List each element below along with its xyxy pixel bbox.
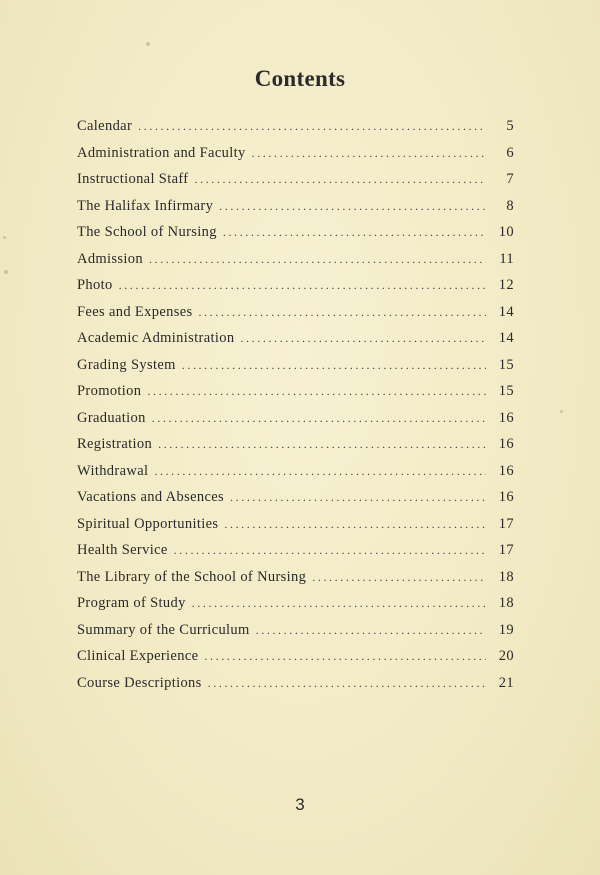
toc-entry-page: 8 bbox=[506, 197, 514, 214]
toc-entry-label: Vacations and Absences bbox=[77, 489, 225, 505]
toc-entry-label: The Halifax Infirmary bbox=[77, 197, 214, 214]
toc-entry bbox=[77, 595, 514, 622]
toc-entry-label: The Library of the School of Nursing bbox=[77, 568, 307, 585]
toc-entry-label: Withdrawal bbox=[77, 462, 149, 479]
toc-entry-label: Admission bbox=[77, 250, 143, 267]
dot-leader bbox=[158, 437, 486, 452]
toc-entry-page: 14 bbox=[498, 330, 514, 346]
toc-entry-page: 5 bbox=[506, 118, 514, 134]
toc-entry-page: 16 bbox=[498, 462, 514, 479]
toc-entry-page: 15 bbox=[498, 383, 514, 399]
toc-entry-page: 16 bbox=[498, 436, 514, 452]
toc-entry-page: 14 bbox=[498, 303, 514, 320]
toc-entry-page: 7 bbox=[506, 171, 514, 187]
toc-entry-page: 11 bbox=[499, 250, 514, 267]
dot-leader bbox=[252, 146, 486, 161]
toc-entry-page: 17 bbox=[498, 515, 514, 532]
toc-entry-page: 10 bbox=[498, 224, 514, 240]
dot-leader bbox=[138, 119, 486, 134]
dot-leader bbox=[204, 649, 486, 664]
page-title: Contents bbox=[254, 66, 346, 91]
toc-entry bbox=[77, 277, 514, 304]
toc-entry bbox=[77, 357, 514, 384]
toc-entry bbox=[77, 171, 514, 198]
toc-entry bbox=[77, 145, 514, 172]
toc-entry-label: Calendar bbox=[77, 118, 133, 134]
toc-entry bbox=[77, 622, 514, 649]
dot-leader bbox=[223, 225, 486, 240]
toc-entry-label: Graduation bbox=[77, 409, 146, 426]
paper-speck bbox=[146, 42, 150, 46]
toc-entry-label: Academic Administration bbox=[77, 330, 235, 346]
toc-entry-page: 15 bbox=[498, 356, 514, 373]
toc-entry bbox=[77, 542, 514, 569]
toc-entry-page: 21 bbox=[498, 674, 514, 691]
dot-leader bbox=[195, 172, 487, 187]
toc-entry-label: Fees and Expenses bbox=[77, 303, 193, 320]
paper-speck bbox=[560, 410, 563, 413]
toc-entry bbox=[77, 251, 514, 278]
toc-entry bbox=[77, 489, 514, 516]
toc-entry bbox=[77, 330, 514, 357]
toc-entry-label: Clinical Experience bbox=[77, 648, 199, 664]
toc-entry-label: Instructional Staff bbox=[77, 171, 189, 187]
toc-entry-label: Summary of the Curriculum bbox=[77, 621, 250, 638]
paper-speck bbox=[4, 270, 8, 274]
dot-leader bbox=[149, 252, 486, 267]
toc-entry bbox=[77, 463, 514, 490]
toc-entry bbox=[77, 648, 514, 675]
toc-entry-page: 6 bbox=[506, 144, 514, 161]
toc-entry bbox=[77, 224, 514, 251]
dot-leader bbox=[256, 623, 486, 638]
dot-leader bbox=[198, 305, 486, 320]
table-of-contents bbox=[77, 118, 514, 701]
toc-entry-page: 17 bbox=[498, 542, 514, 558]
toc-entry bbox=[77, 198, 514, 225]
toc-entry-label: Administration and Faculty bbox=[77, 144, 246, 161]
dot-leader bbox=[219, 199, 486, 214]
dot-leader bbox=[147, 384, 486, 399]
toc-entry-page: 19 bbox=[498, 621, 514, 638]
toc-entry bbox=[77, 383, 514, 410]
paper-speck bbox=[3, 236, 6, 239]
toc-entry-page: 16 bbox=[498, 409, 514, 426]
dot-leader bbox=[154, 464, 486, 479]
toc-entry-label: Promotion bbox=[77, 383, 142, 399]
toc-entry-page: 12 bbox=[498, 277, 514, 293]
toc-entry-label: Health Service bbox=[77, 542, 168, 558]
dot-leader bbox=[224, 517, 486, 532]
toc-entry bbox=[77, 675, 514, 702]
toc-entry-label: Photo bbox=[77, 277, 113, 293]
toc-entry bbox=[77, 118, 514, 145]
dot-leader bbox=[174, 543, 486, 558]
toc-entry-label: Program of Study bbox=[77, 595, 186, 611]
toc-entry bbox=[77, 410, 514, 437]
toc-entry bbox=[77, 569, 514, 596]
dot-leader bbox=[208, 676, 486, 691]
toc-entry-label: Course Descriptions bbox=[77, 674, 202, 691]
dot-leader bbox=[240, 331, 486, 346]
toc-entry-label: Spiritual Opportunities bbox=[77, 515, 219, 532]
toc-entry-page: 18 bbox=[498, 595, 514, 611]
toc-entry-label: Registration bbox=[77, 436, 153, 452]
toc-entry-page: 18 bbox=[498, 568, 514, 585]
dot-leader bbox=[312, 570, 486, 585]
dot-leader bbox=[182, 358, 486, 373]
toc-entry bbox=[77, 304, 514, 331]
toc-entry bbox=[77, 436, 514, 463]
dot-leader bbox=[230, 490, 486, 505]
dot-leader bbox=[192, 596, 486, 611]
toc-entry-label: The School of Nursing bbox=[77, 224, 217, 240]
toc-entry-label: Grading System bbox=[77, 356, 176, 373]
dot-leader bbox=[152, 411, 486, 426]
toc-entry bbox=[77, 516, 514, 543]
page-number: 3 bbox=[295, 795, 305, 814]
toc-entry-page: 16 bbox=[498, 489, 514, 505]
toc-entry-page: 20 bbox=[498, 648, 514, 664]
dot-leader bbox=[119, 278, 486, 293]
